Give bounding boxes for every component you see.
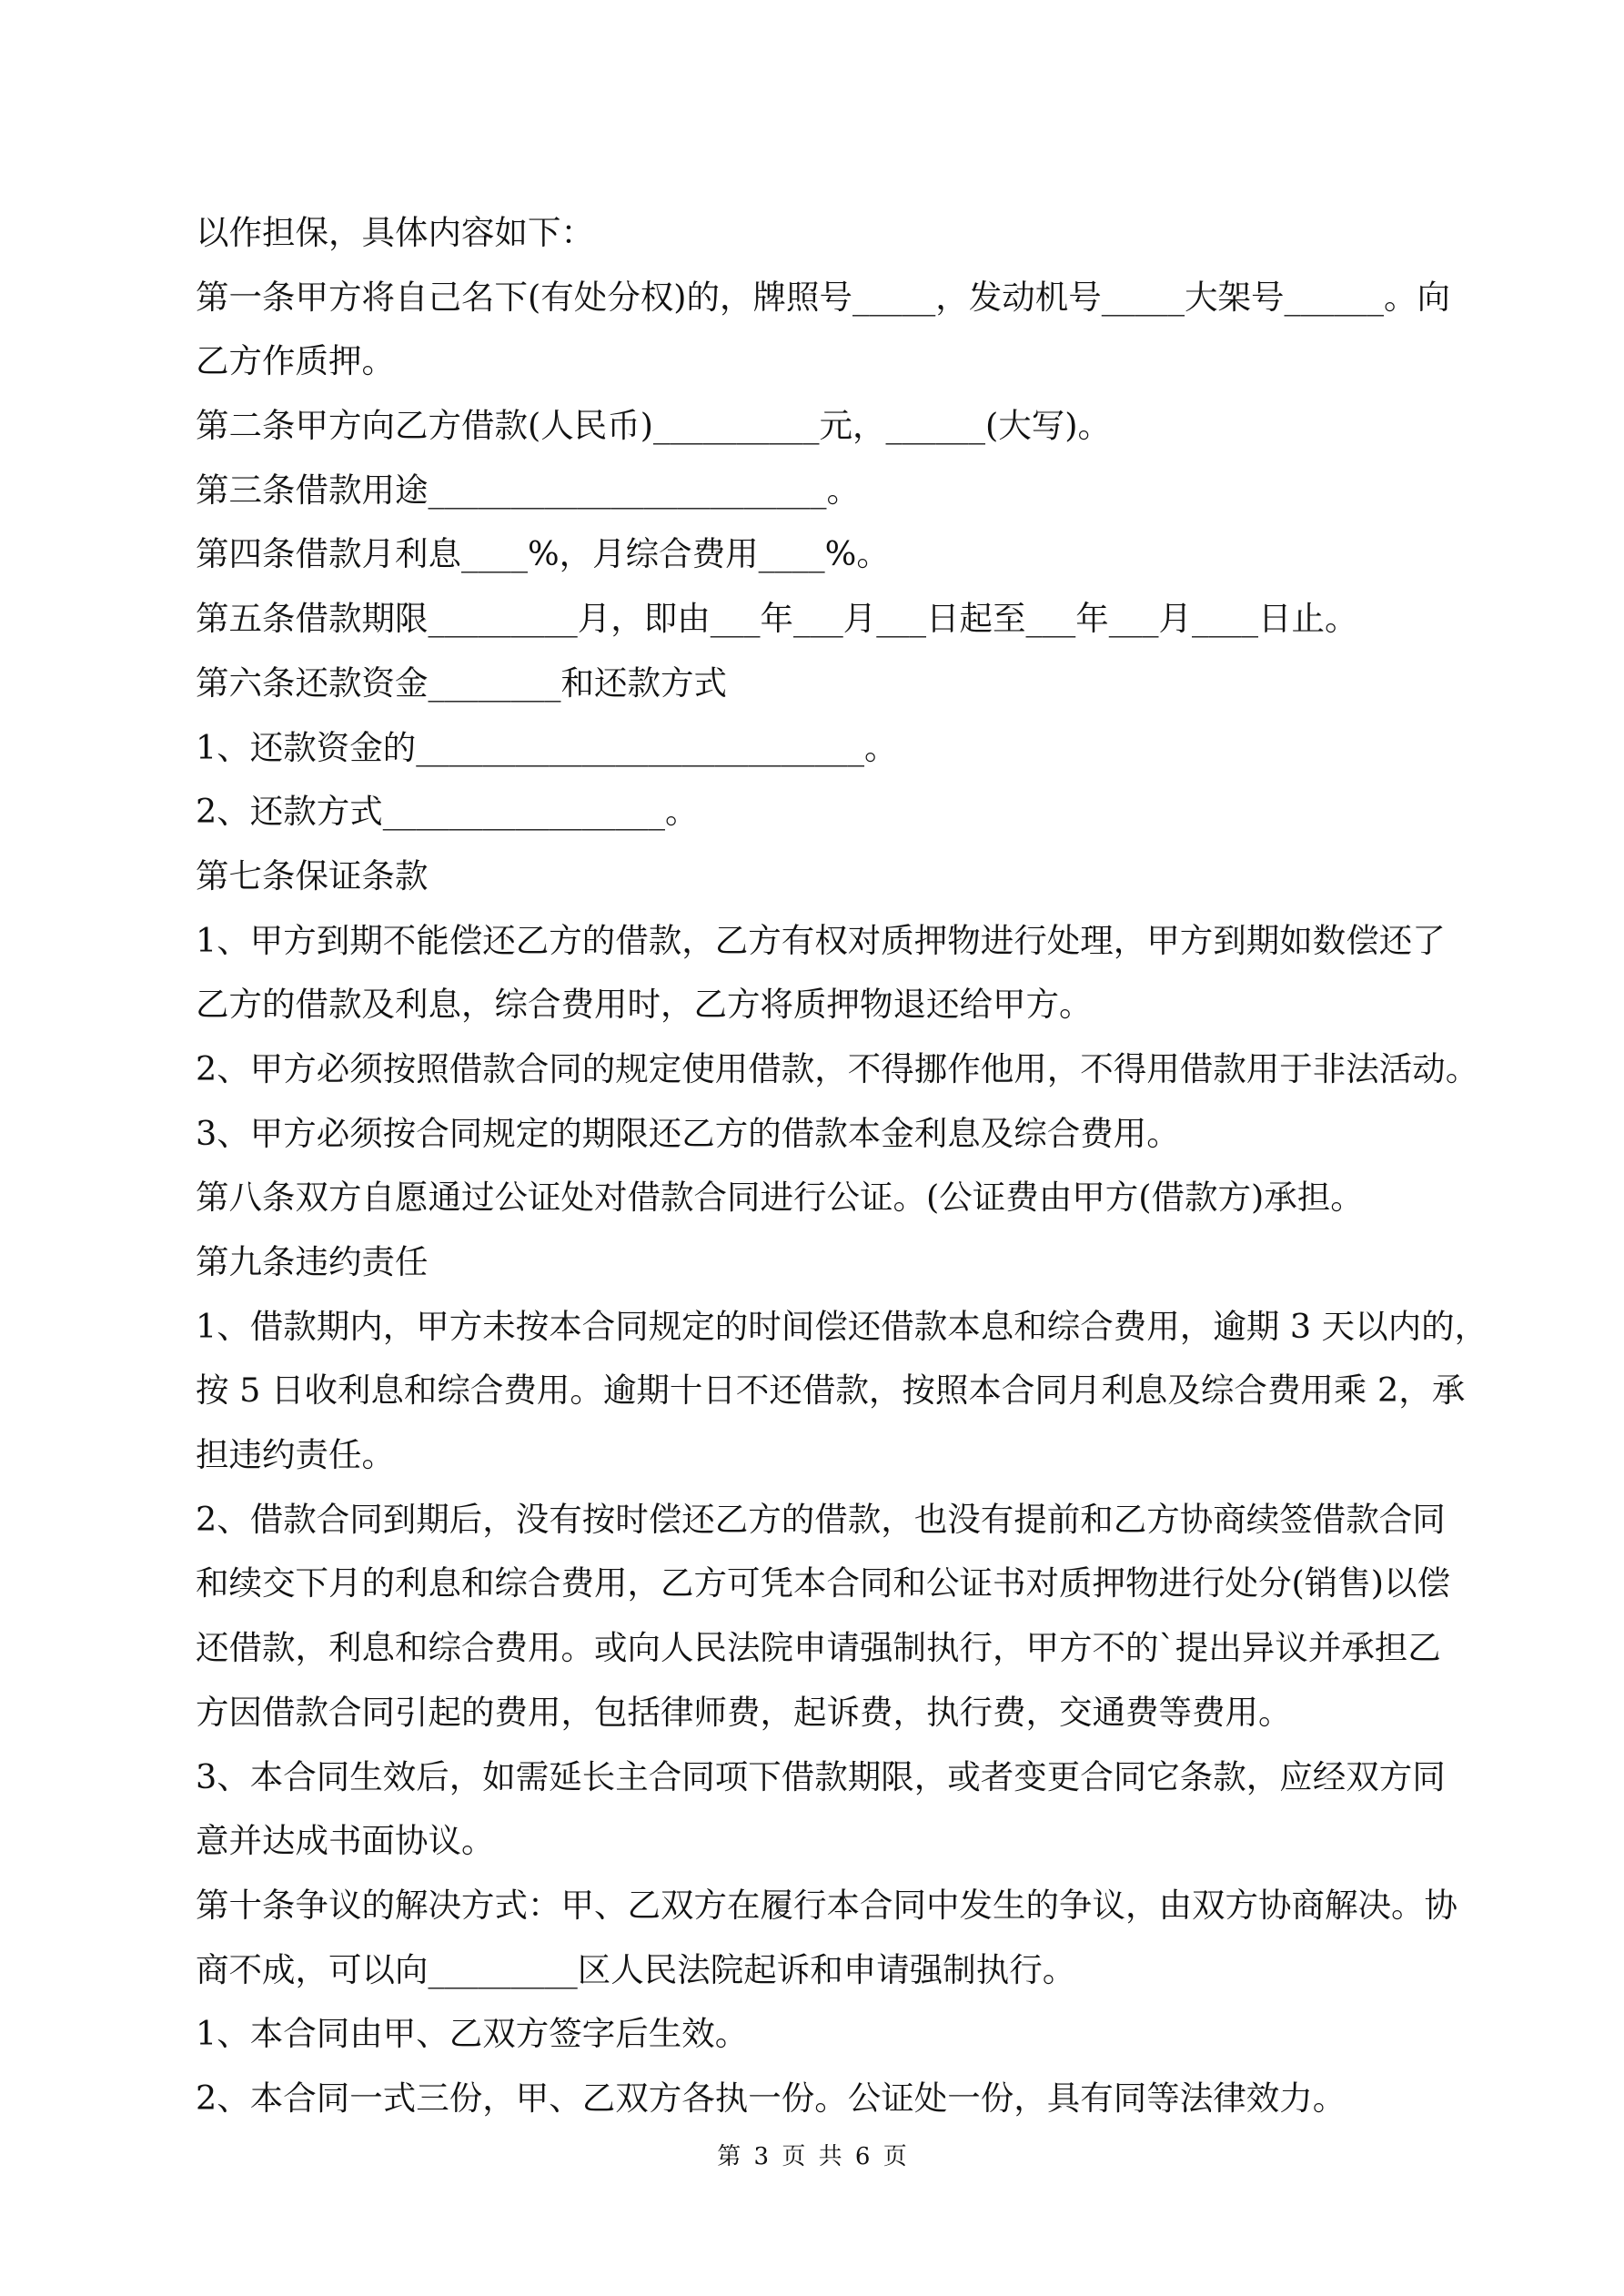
text-line: 1、本合同由甲、乙双方签字后生效。: [196, 2014, 749, 2054]
text-line: 3、本合同生效后，如需延长主合同项下借款期限，或者变更合同它条款，应经双方同: [196, 1756, 1446, 1796]
text-line: 方因借款合同引起的费用，包括律师费，起诉费，执行费，交通费等费用。: [196, 1692, 1292, 1732]
text-line: 第八条双方自愿通过公证处对借款合同进行公证。(公证费由甲方(借款方)承担。: [196, 1178, 1364, 1218]
text-line: 第五条借款期限_________月，即由___年___月___日起至___年___月____日止。: [196, 599, 1358, 639]
text-line: 第三条借款用途________________________。: [196, 470, 860, 510]
text-line: 第七条保证条款: [196, 855, 429, 895]
text-line: 1、甲方到期不能偿还乙方的借款，乙方有权对质押物进行处理，甲方到期如数偿还了: [196, 920, 1446, 960]
text-line: 意并达成书面协议。: [196, 1821, 495, 1861]
text-line: 2、还款方式_________________。: [196, 792, 699, 832]
page-number-footer: 第 3 页 共 6 页: [717, 2143, 907, 2170]
text-line: 还借款，利息和综合费用。或向人民法院申请强制执行，甲方不的`提出异议并承担乙: [196, 1628, 1441, 1668]
text-line: 1、还款资金的___________________________。: [196, 727, 898, 767]
text-line: 2、甲方必须按照借款合同的规定使用借款，不得挪作他用，不得用借款用于非法活动。: [196, 1048, 1479, 1088]
text-line: 2、本合同一式三份，甲、乙双方各执一份。公证处一份，具有同等法律效力。: [196, 2078, 1347, 2118]
text-line: 以作担保，具体内容如下：: [196, 213, 594, 252]
text-line: 第九条违约责任: [196, 1242, 429, 1281]
text-line: 按 5 日收利息和综合费用。逾期十日不还借款，按照本合同月利息及综合费用乘 2，承: [196, 1371, 1466, 1411]
text-line: 3、甲方必须按合同规定的期限还乙方的借款本金利息及综合费用。: [196, 1113, 1180, 1153]
text-line: 2、借款合同到期后，没有按时偿还乙方的借款，也没有提前和乙方协商续签借款合同: [196, 1499, 1446, 1539]
text-line: 第十条争议的解决方式：甲、乙双方在履行本合同中发生的争议，由双方协商解决。协: [196, 1885, 1458, 1925]
text-line: 乙方作质押。: [196, 341, 395, 381]
text-line: 1、借款期内，甲方未按本合同规定的时间偿还借款本息和综合费用，逾期 3 天以内的，: [196, 1306, 1488, 1346]
text-line: 和续交下月的利息和综合费用，乙方可凭本合同和公证书对质押物进行处分(销售)以偿: [196, 1563, 1450, 1603]
text-line: 商不成，可以向_________区人民法院起诉和申请强制执行。: [196, 1949, 1076, 1989]
text-line: 第四条借款月利息____%，月综合费用____%。: [196, 534, 890, 574]
text-line: 担违约责任。: [196, 1435, 395, 1475]
document-body: [196, 201, 1488, 2131]
text-line: 乙方的借款及利息，综合费用时，乙方将质押物退还给甲方。: [196, 985, 1093, 1025]
text-line: 第一条甲方将自己名下(有处分权)的，牌照号_____，发动机号_____大架号______。向: [196, 277, 1450, 317]
text-line: 第二条甲方向乙方借款(人民币)__________元，______(大写)。: [196, 406, 1111, 446]
text-line: 第六条还款资金________和还款方式: [196, 663, 727, 703]
